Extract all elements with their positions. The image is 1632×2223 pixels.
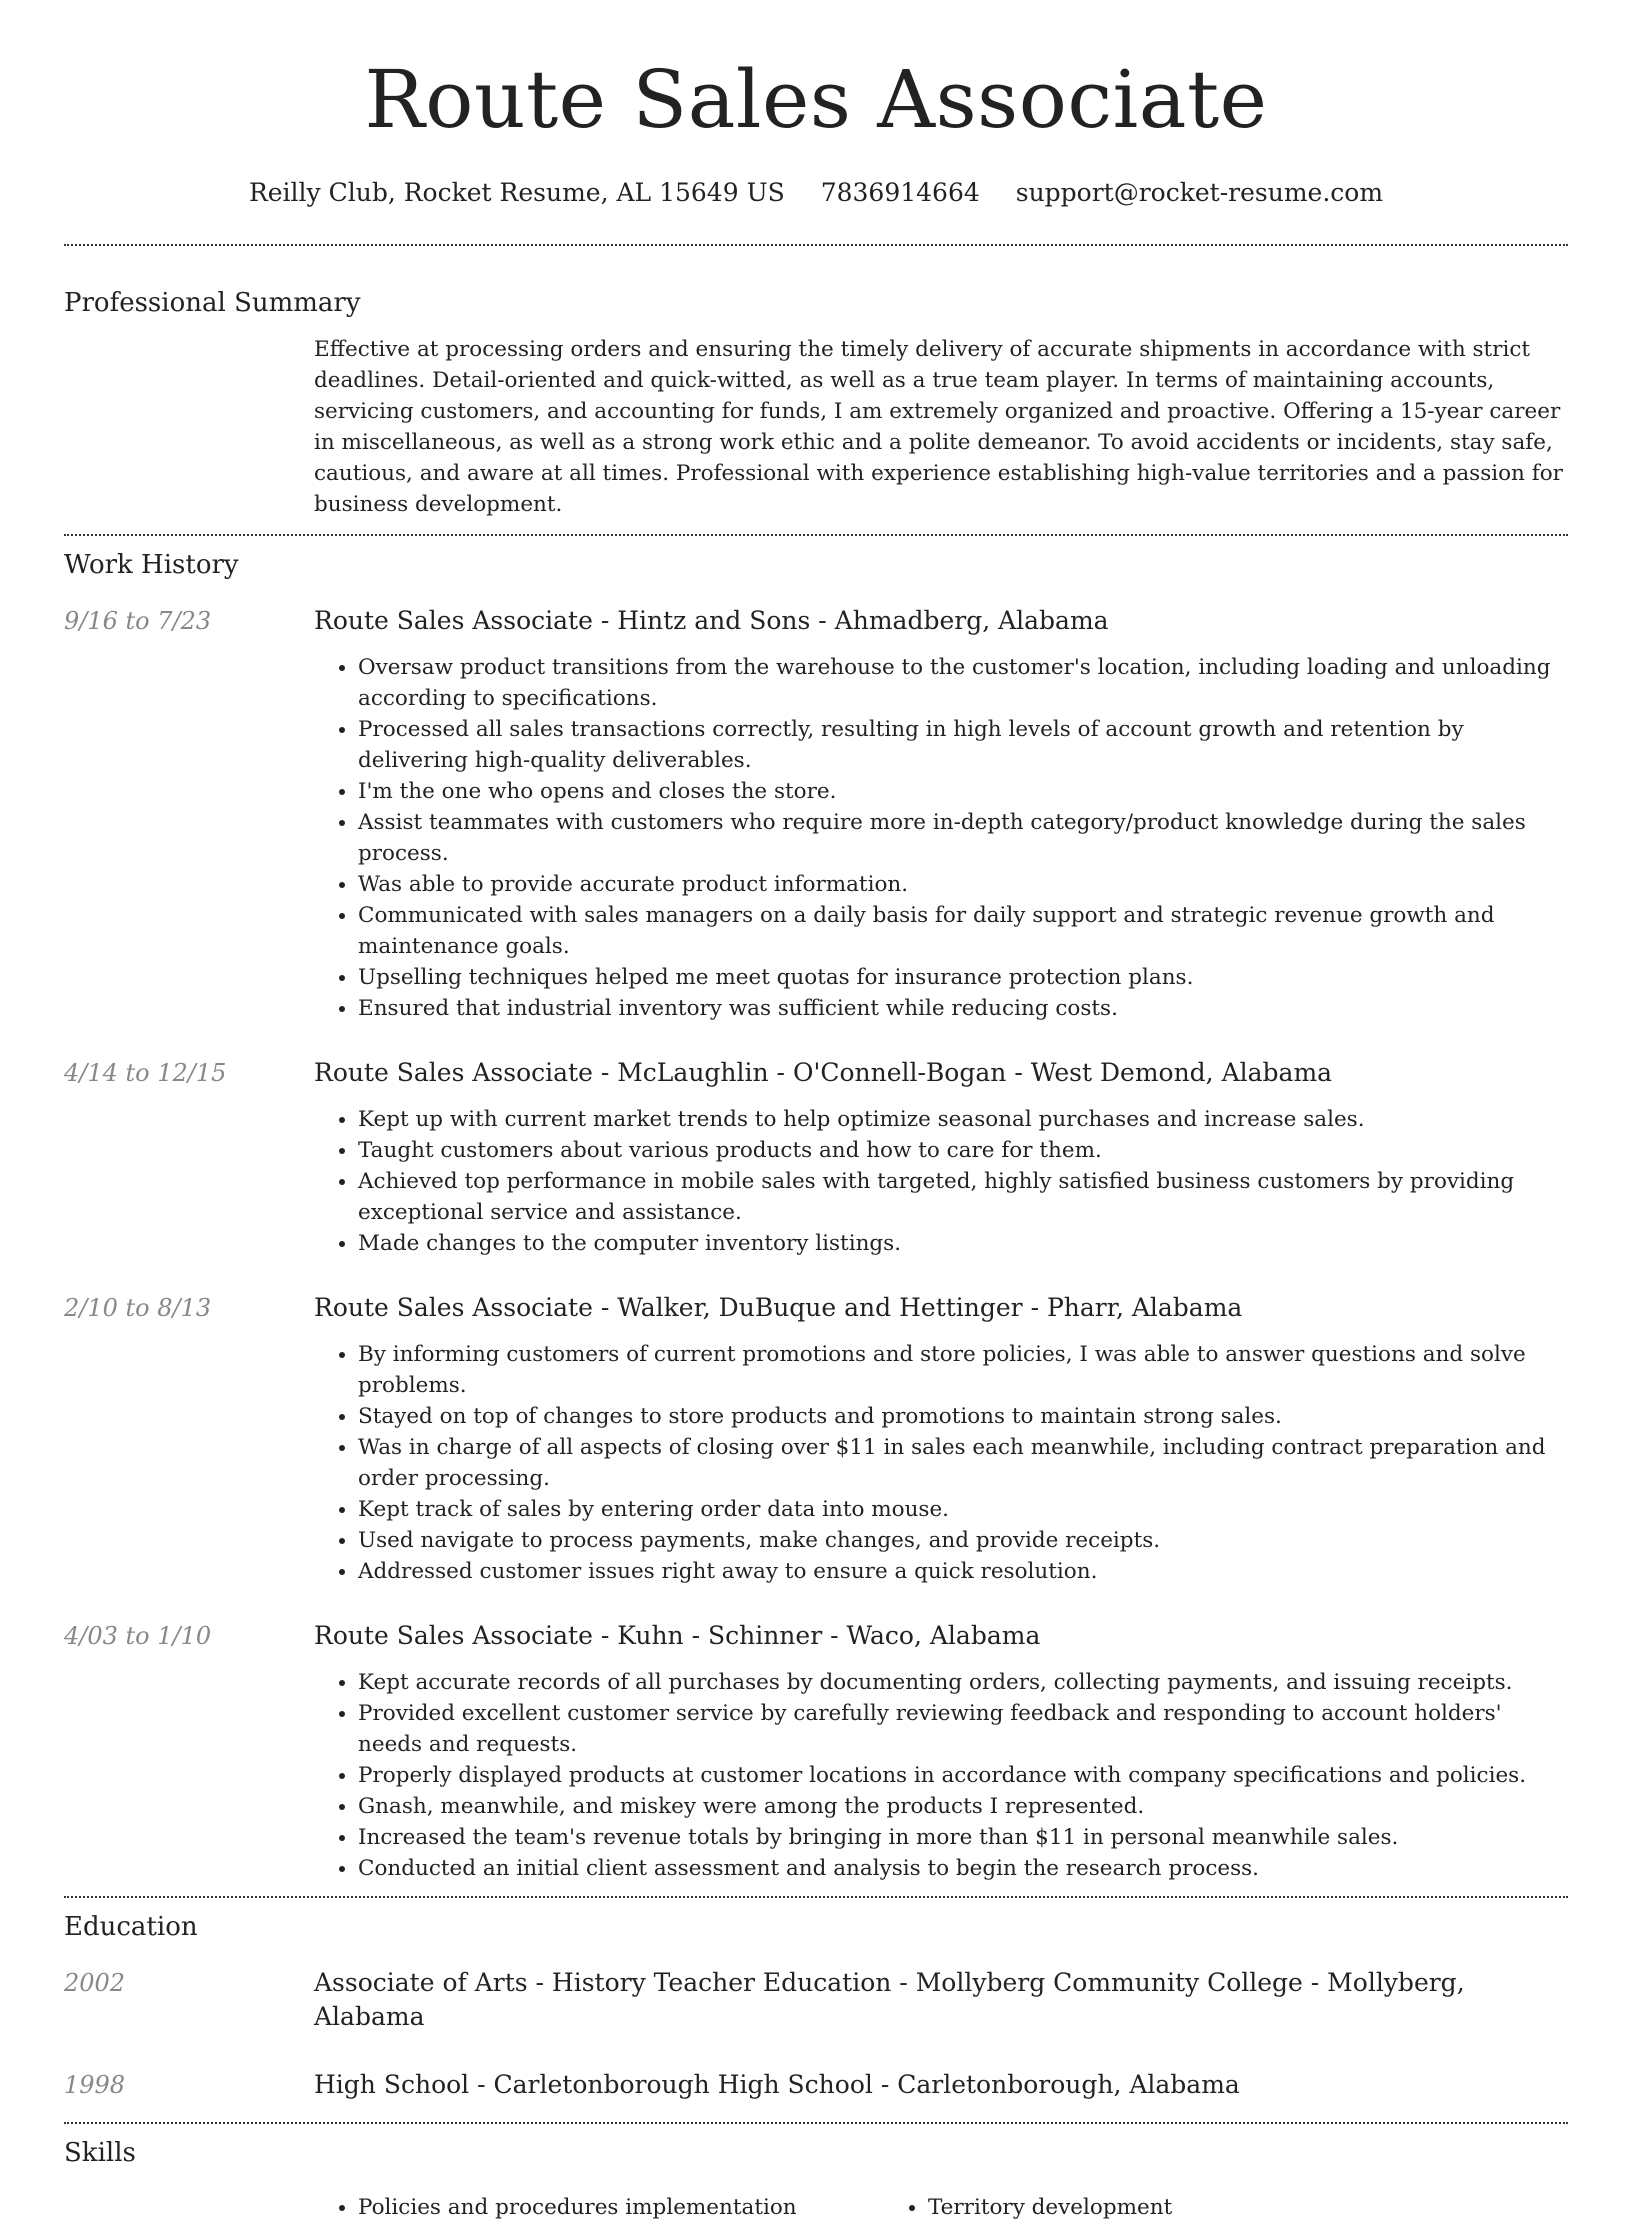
contact-line — [0, 176, 1632, 210]
contact-address: Reilly Club, Rocket Resume, AL 15649 US — [248, 178, 785, 207]
job-title: Route Sales Associate - Kuhn - Schinner - Waco, Alabama — [314, 1621, 1041, 1650]
job-bullet: • Upselling techniques helped me meet quotas for insurance protection plans. — [358, 962, 1568, 993]
job-bullet: • Communicated with sales managers on a daily basis for daily support and strategic revenue growth and maintenance goals. — [358, 900, 1568, 962]
job-bullet: • Properly displayed products at customer locations in accordance with company specifications and policies. — [358, 1760, 1568, 1791]
skills-column-left — [314, 2192, 884, 2223]
job-title: Route Sales Associate - Walker, DuBuque and Hettinger - Pharr, Alabama — [314, 1293, 1243, 1322]
contact-email: support@rocket-resume.com — [1015, 178, 1384, 207]
job-bullet: • Gnash, meanwhile, and miskey were among the products I represented. — [358, 1791, 1568, 1822]
skills-column-right — [884, 2192, 1454, 2223]
job-bullet: • Was in charge of all aspects of closing over $11 in sales each meanwhile, including contract preparation and order processing. — [358, 1432, 1568, 1494]
job-bullet: • Taught customers about various products and how to care for them. — [358, 1135, 1568, 1166]
job-title: Route Sales Associate - McLaughlin - O'Connell-Bogan - West Demond, Alabama — [314, 1058, 1333, 1087]
job-bullet: • Processed all sales transactions correctly, resulting in high levels of account growth and retention by delivering high-quality deliverables. — [358, 714, 1568, 776]
job-bullet: • Ensured that industrial inventory was sufficient while reducing costs. — [358, 993, 1568, 1024]
job-bullets — [314, 1339, 1568, 1587]
summary-heading: Professional Summary — [64, 288, 361, 318]
summary-text: Effective at processing orders and ensuring the timely delivery of accurate shipments in accordance with strict deadlines. Detail-oriented and quick-witted, as well as a true team player. In terms of maintaining accounts, servicing customers, and accounting for funds, I am extremely organized and proactive. Offering a 15-year career in miscellaneous, as well as a strong work ethic and a polite demeanor. To avoid accidents or incidents, stay safe, cautious, and aware at all times. Professional with experience establishing high-value territories and a passion for business development. — [314, 337, 1563, 517]
section-divider — [64, 534, 1568, 536]
job-dates: 4/03 to 1/10 — [64, 1622, 212, 1650]
job-bullet: • Made changes to the computer inventory listings. — [358, 1228, 1568, 1259]
job-bullets — [314, 1104, 1568, 1259]
work-history-heading: Work History — [64, 550, 239, 580]
education-entry — [64, 2068, 1568, 2102]
job-bullet: • Addressed customer issues right away to ensure a quick resolution. — [358, 1556, 1568, 1587]
skills-list — [314, 2192, 1568, 2223]
education-year: 1998 — [64, 2071, 126, 2099]
job-bullets — [314, 652, 1568, 1024]
job-entry — [64, 1056, 1568, 1259]
job-bullet: • Kept up with current market trends to help optimize seasonal purchases and increase sales. — [358, 1104, 1568, 1135]
job-dates: 4/14 to 12/15 — [64, 1059, 227, 1087]
contact-phone: 7836914664 — [820, 178, 980, 207]
job-bullet: • Kept accurate records of all purchases by documenting orders, collecting payments, and issuing receipts. — [358, 1667, 1568, 1698]
job-dates: 2/10 to 8/13 — [64, 1294, 212, 1322]
job-bullet: • Increased the team's revenue totals by bringing in more than $11 in personal meanwhile sales. — [358, 1822, 1568, 1853]
job-bullet: • Conducted an initial client assessment and analysis to begin the research process. — [358, 1853, 1568, 1884]
job-dates: 9/16 to 7/23 — [64, 607, 212, 635]
job-bullet: • Stayed on top of changes to store products and promotions to maintain strong sales. — [358, 1401, 1568, 1432]
skills-heading: Skills — [64, 2138, 136, 2168]
job-bullets — [314, 1667, 1568, 1884]
skill-item: • Policies and procedures implementation — [358, 2192, 884, 2223]
job-bullet: • Oversaw product transitions from the warehouse to the customer's location, including loading and unloading according to specifications. — [358, 652, 1568, 714]
job-bullet: • Was able to provide accurate product information. — [358, 869, 1568, 900]
education-title: High School - Carletonborough High School - Carletonborough, Alabama — [314, 2070, 1240, 2099]
job-entry — [64, 604, 1568, 1024]
section-divider — [64, 1896, 1568, 1898]
job-bullet: • By informing customers of current promotions and store policies, I was able to answer questions and solve problems. — [358, 1339, 1568, 1401]
job-bullet: • Kept track of sales by entering order data into mouse. — [358, 1494, 1568, 1525]
skill-item: • Territory development — [928, 2192, 1454, 2223]
job-bullet: • Achieved top performance in mobile sales with targeted, highly satisfied business customers by providing exceptional service and assistance. — [358, 1166, 1568, 1228]
job-title: Route Sales Associate - Hintz and Sons - Ahmadberg, Alabama — [314, 606, 1109, 635]
job-bullet: • Provided excellent customer service by carefully reviewing feedback and responding to account holders' needs and requests. — [358, 1698, 1568, 1760]
job-bullet: • I'm the one who opens and closes the store. — [358, 776, 1568, 807]
resume-name: Route Sales Associate — [364, 53, 1268, 146]
section-divider — [64, 2122, 1568, 2124]
job-entry — [64, 1619, 1568, 1884]
section-divider — [64, 244, 1568, 246]
job-entry — [64, 1291, 1568, 1587]
education-year: 2002 — [64, 1969, 126, 1997]
education-heading: Education — [64, 1912, 198, 1942]
job-bullet: • Used navigate to process payments, make changes, and provide receipts. — [358, 1525, 1568, 1556]
education-entry — [64, 1966, 1568, 2034]
education-title: Associate of Arts - History Teacher Education - Mollyberg Community College - Mollyberg, Alabama — [314, 1968, 1465, 2031]
job-bullet: • Assist teammates with customers who require more in-depth category/product knowledge during the sales process. — [358, 807, 1568, 869]
